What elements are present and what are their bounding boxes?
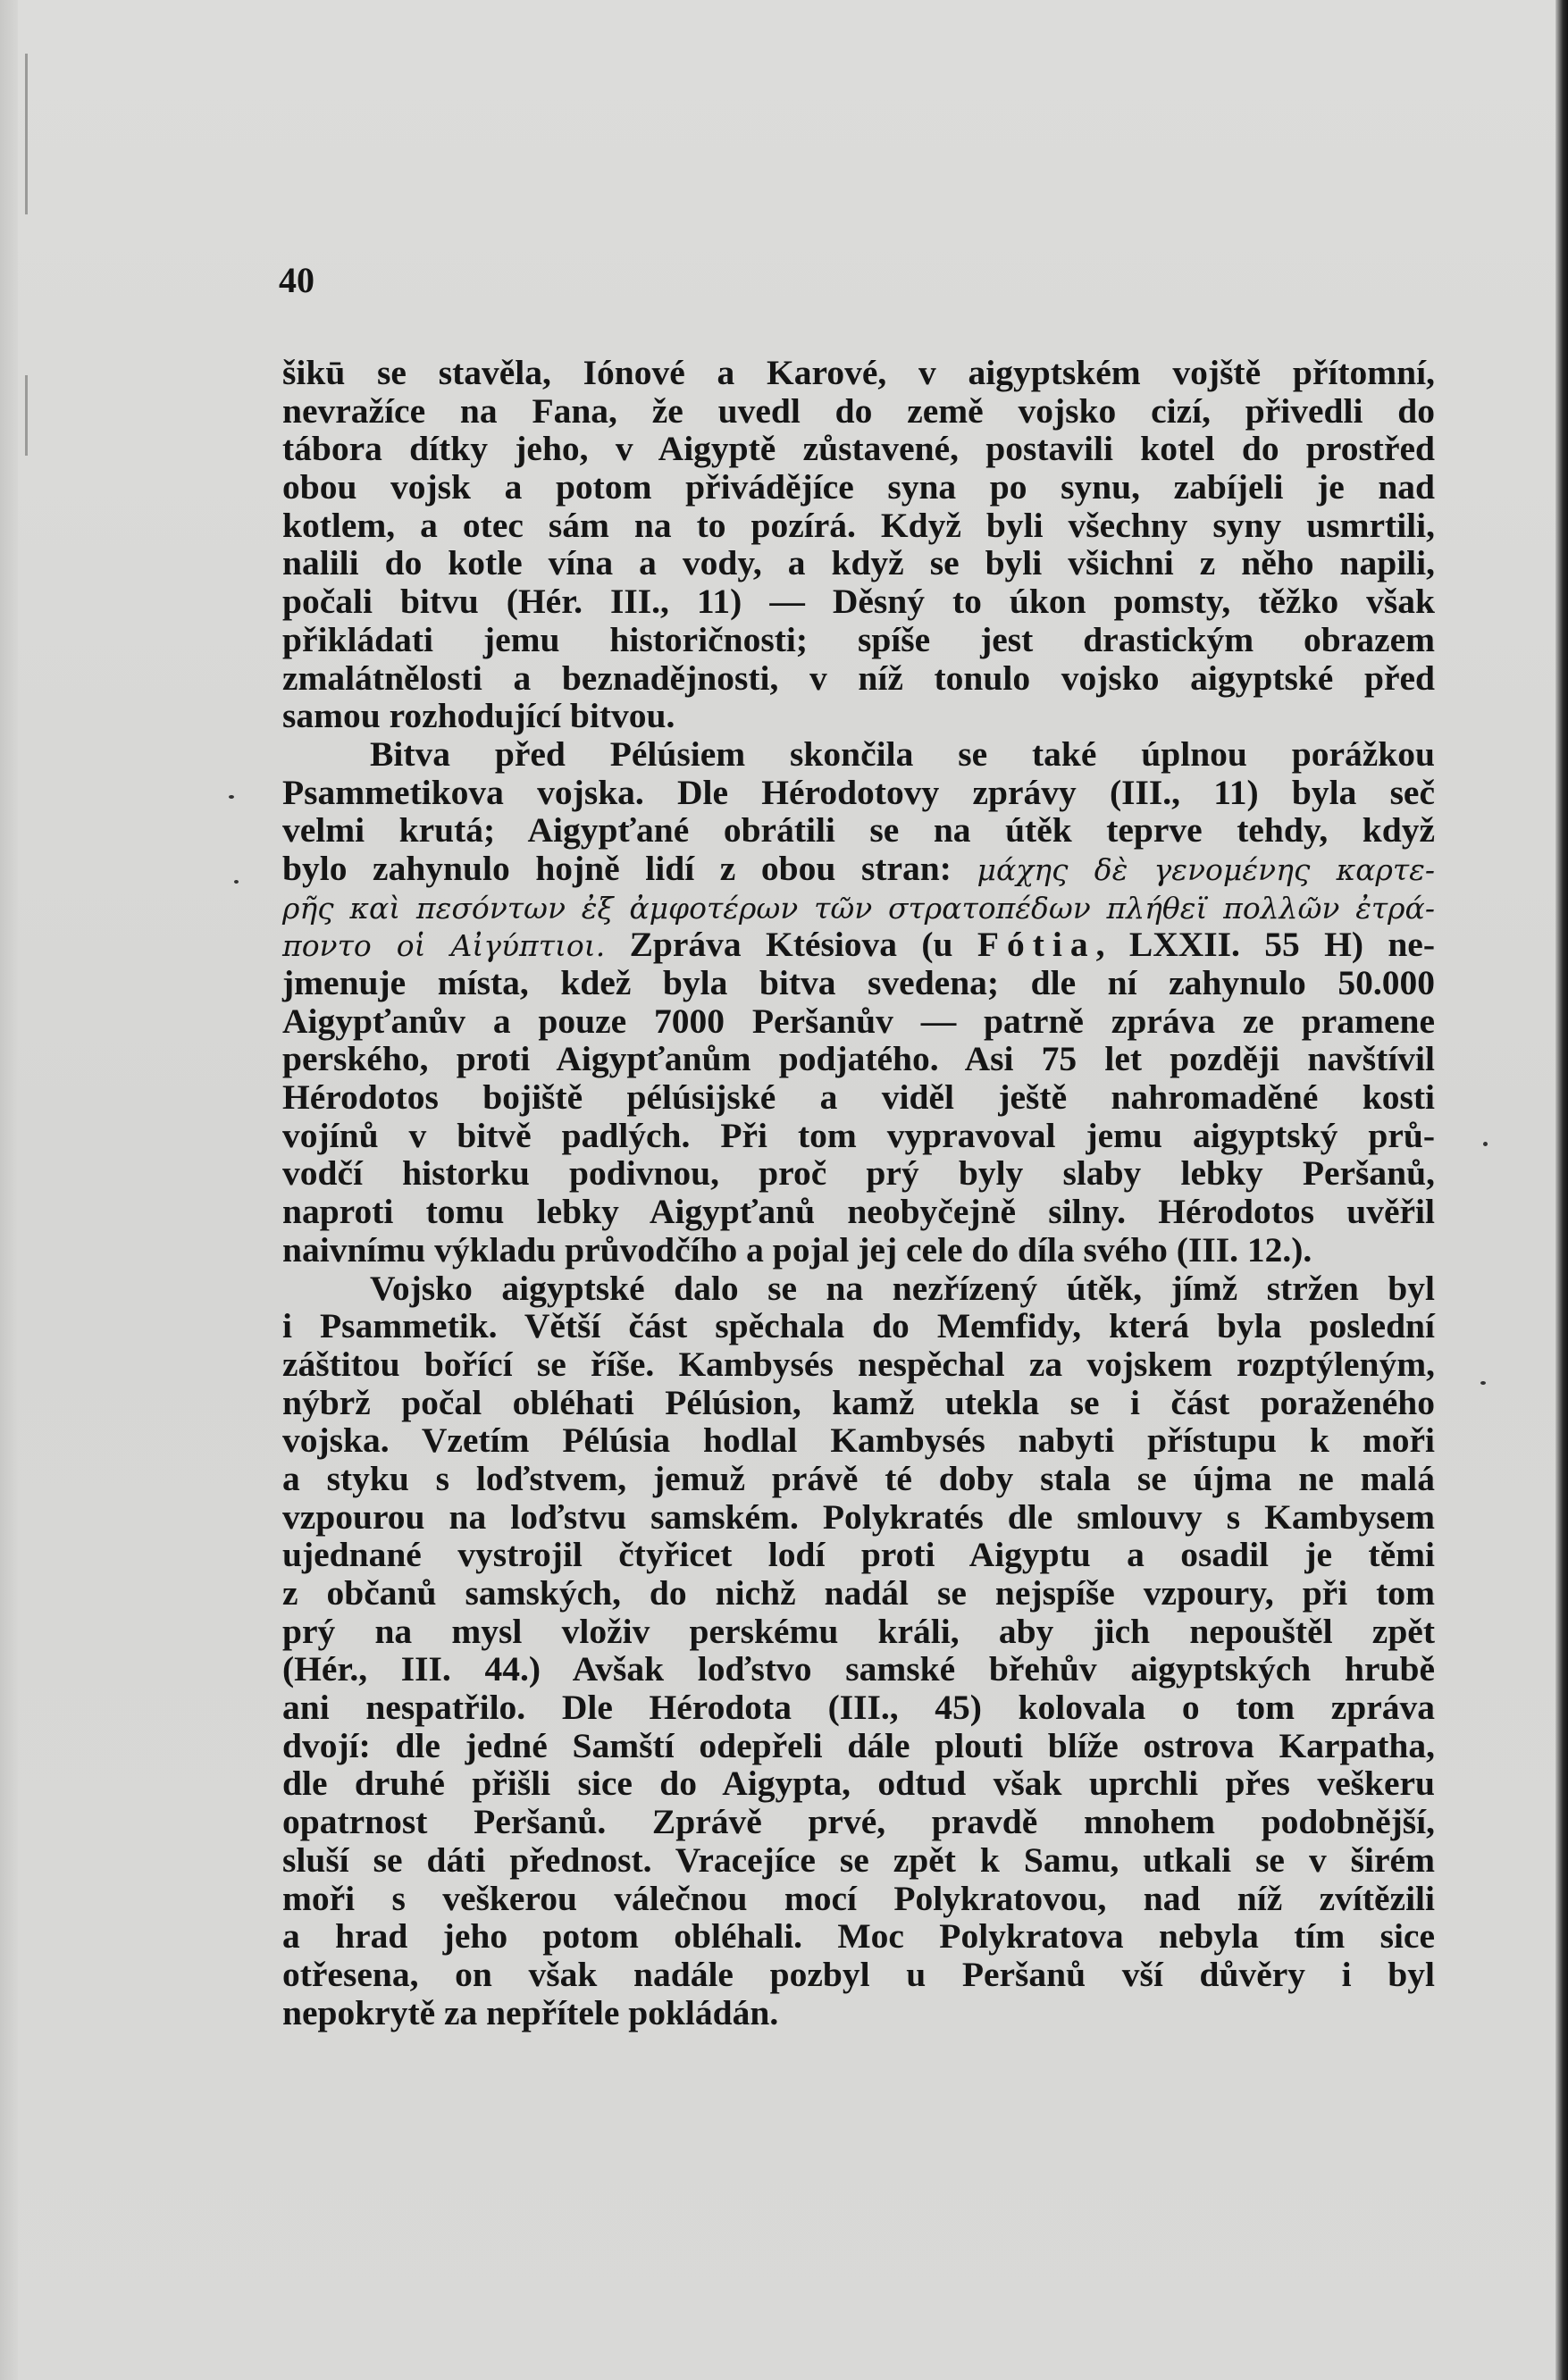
- line-text: a hrad jeho potom obléhali. Moc Polykratova nebyla tím sice: [282, 1916, 1435, 1957]
- page-right-edge-shadow: [1555, 0, 1568, 2380]
- text-line: [282, 697, 1435, 735]
- line-text: počali bitvu (Hér. III., 11) — Děsný to úkon pomsty, těžko však: [282, 582, 1435, 622]
- text-line: [282, 582, 1435, 621]
- line-text: jmenuje místa, kdež byla bitva svedena; dle ní zahynulo 50.000: [282, 963, 1435, 1002]
- line-text: ani nespatřilo. Dle Hérodota (III., 45) kolovala o tom zpráva: [282, 1688, 1435, 1728]
- text-line: [282, 1040, 1435, 1078]
- line-text: opatrnost Peršanů. Zprávě prvé, pravdě mnohem podobnější,: [282, 1802, 1435, 1842]
- text-line: [282, 1078, 1435, 1117]
- text-line: [282, 850, 1435, 888]
- line-text: moři s veškerou válečnou mocí Polykratovou, nad níž zvítězili: [282, 1878, 1435, 1918]
- text-line: [282, 1917, 1435, 1956]
- line-text: záštitou bořící se říše. Kambysés nespěchal za vojskem rozptýleným,: [282, 1344, 1435, 1384]
- text-line: [282, 1307, 1435, 1345]
- line-text: dle druhé přišli sice do Aigypta, odtud však uprchli přes veškeru: [282, 1764, 1435, 1804]
- text-line: [282, 1956, 1435, 1994]
- text-line: [282, 1841, 1435, 1880]
- text-line: [282, 735, 1435, 774]
- text-line: [282, 1154, 1435, 1193]
- text-line: [282, 1764, 1435, 1803]
- text-line: [282, 1994, 1435, 2032]
- line-text: Zpráva Ktésiova (u: [605, 925, 977, 965]
- line-text: vojska. Vzetím Pélúsia hodlal Kambysés nabyti přístupu k moři: [282, 1420, 1435, 1461]
- page-left-edge: [0, 0, 18, 2380]
- text-line: [282, 926, 1435, 964]
- scan-speck: [1480, 1381, 1486, 1385]
- line-text: otřesena, on však nadále pozbyl u Peršanů vší důvěry i byl: [282, 1954, 1435, 1994]
- text-line: [282, 964, 1435, 1002]
- scan-artifact-line: [25, 375, 28, 456]
- line-text: nevražíce na Fana, že uvedl do země vojsko cizí, přivedli do: [282, 390, 1435, 431]
- line-text: velmi krutá; Aigypťané obrátili se na útěk teprve tehdy, když: [282, 810, 1435, 851]
- text-line: [282, 1650, 1435, 1689]
- line-text: vojínů v bitvě padlých. Při tom vypravoval jemu aigyptský prů-: [282, 1115, 1435, 1155]
- line-text: nalili do kotle vína a vody, a když se byli všichni z něho napili,: [282, 543, 1435, 583]
- text-line: [282, 1421, 1435, 1460]
- line-text: naivnímu výkladu průvodčího a pojal jej cele do díla svého (III. 12.).: [282, 1229, 1312, 1270]
- line-text: dvojí: dle jedné Samští odepřeli dále plouti blíže ostrova Karpatha,: [282, 1725, 1435, 1765]
- text-line: [282, 1345, 1435, 1384]
- line-text: z občanů samských, do nichž nadál se nejspíše vzpoury, při tom: [282, 1573, 1435, 1613]
- line-text: kotlem, a otec sám na to pozírá. Když byli všechny syny usmrtili,: [282, 505, 1435, 545]
- line-text: šikū se stavěla, Iónové a Karové, v aigyptském vojště přítomní,: [282, 353, 1435, 392]
- body-text: [282, 354, 1435, 2032]
- line-text: a styku s loďstvem, jemuž právě té doby stala se újma ne malá: [282, 1458, 1435, 1498]
- line-text: přikládati jemu historičnosti; spíše jest drastickým obrazem: [282, 619, 1435, 659]
- text-line: [282, 1536, 1435, 1574]
- scan-artifact-line: [25, 54, 28, 214]
- text-line: [282, 507, 1435, 545]
- line-text: Hérodotos bojiště pélúsijské a viděl ještě nahromaděné kosti: [282, 1077, 1435, 1118]
- text-line: [282, 659, 1435, 698]
- text-line: [282, 1613, 1435, 1651]
- greek-quote: ρῆς καὶ πεσόντων ἐξ ἀμφοτέρων τῶν στρατοπέδων πλήθεϊ πολλῶν ἐτρά-: [282, 890, 1435, 926]
- line-text: vodčí historku podivnou, proč prý byly slaby lebky Peršanů,: [282, 1153, 1435, 1194]
- line-text: Bitva před Pélúsiem skončila se také úplnou porážkou: [370, 733, 1435, 774]
- text-line: [282, 1270, 1435, 1308]
- spaced-name: Fótia: [977, 925, 1096, 965]
- scan-speck: [234, 880, 239, 884]
- scan-speck: [1483, 1142, 1488, 1146]
- line-text: obou vojsk a potom přivádějíce syna po synu, zabíjeli je nad: [282, 467, 1435, 507]
- line-text: naproti tomu lebky Aigypťanů neobyčejně silny. Hérodotos uvěřil: [282, 1192, 1435, 1232]
- scan-speck: [229, 795, 234, 799]
- line-text: samou rozhodující bitvou.: [282, 696, 675, 736]
- line-text: nýbrž počal obléhati Pélúsion, kamž utekla se i část poraženého: [282, 1382, 1435, 1422]
- text-line: [282, 1498, 1435, 1537]
- text-line: [282, 392, 1435, 431]
- text-line: [282, 1880, 1435, 1918]
- line-text: sluší se dáti přednost. Vracejíce se zpět k Samu, utkali se v širém: [282, 1839, 1435, 1880]
- line-text: prý na mysl vloživ perskému králi, aby jich nepouštěl zpět: [282, 1611, 1435, 1651]
- line-text: tábora dítky jeho, v Aigyptě zůstavené, postavili kotel do prostřed: [282, 429, 1435, 469]
- text-line: [282, 621, 1435, 659]
- text-line: [282, 1460, 1435, 1498]
- line-text: perského, proti Aigypťanům podjatého. Asi 75 let později navštívil: [282, 1039, 1435, 1079]
- text-line: [282, 1574, 1435, 1613]
- line-text: Aigypťanův a pouze 7000 Peršanův — patrně zpráva ze pramene: [282, 1001, 1435, 1041]
- page-number: 40: [279, 260, 314, 300]
- line-text: ujednané vystrojil čtyřicet lodí proti Aigyptu a osadil je těmi: [282, 1535, 1435, 1575]
- text-line: [282, 1002, 1435, 1041]
- text-line: [282, 1231, 1435, 1270]
- line-text: (Hér., III. 44.) Avšak loďstvo samské břehův aigyptských hrubě: [282, 1649, 1435, 1689]
- text-line: [282, 1193, 1435, 1231]
- line-text: , LXXII. 55 H) ne-: [1095, 925, 1435, 965]
- text-line: [282, 544, 1435, 582]
- text-line: [282, 888, 1435, 926]
- text-line: [282, 354, 1435, 392]
- text-line: [282, 430, 1435, 468]
- text-line: [282, 468, 1435, 507]
- line-text: i Psammetik. Větší část spěchala do Memfidy, která byla poslední: [282, 1306, 1435, 1346]
- text-line: [282, 1727, 1435, 1765]
- text-line: [282, 1689, 1435, 1727]
- line-text: vzpourou na loďstvu samském. Polykratés dle smlouvy s Kambysem: [282, 1496, 1435, 1537]
- text-line: [282, 1803, 1435, 1841]
- line-text: zmalátnělosti a beznadějnosti, v níž tonulo vojsko aigyptské před: [282, 658, 1435, 698]
- line-text: bylo zahynulo hojně lidí z obou stran:: [282, 848, 977, 888]
- text-line: [282, 811, 1435, 850]
- greek-quote: ποντο οἱ Αἰγύπτιοι.: [282, 928, 606, 964]
- text-line: [282, 1384, 1435, 1422]
- text-line: [282, 774, 1435, 812]
- line-text: Psammetikova vojska. Dle Hérodotovy zprávy (III., 11) byla seč: [282, 772, 1435, 812]
- line-text: nepokrytě za nepřítele pokládán.: [282, 1992, 779, 2032]
- greek-quote: μάχης δὲ γενομένης καρτε-: [977, 851, 1436, 887]
- text-line: [282, 1117, 1435, 1155]
- line-text: Vojsko aigyptské dalo se na nezřízený útěk, jímž stržen byl: [370, 1268, 1435, 1308]
